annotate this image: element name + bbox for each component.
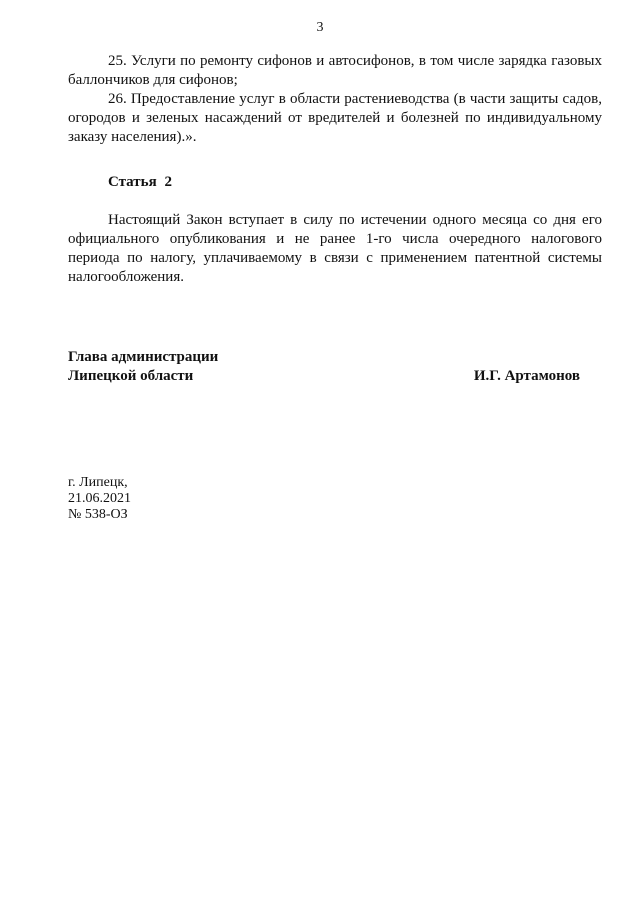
date: 21.06.2021 [68, 491, 131, 506]
article-heading: Статья 2 [108, 174, 172, 190]
place-date-block [68, 475, 131, 523]
article-body [68, 211, 602, 287]
item-25: 25. Услуги по ремонту сифонов и автосифонов, в том числе зарядка газовых баллончиков для сифонов; [68, 53, 602, 88]
article-paragraph: Настоящий Закон вступает в силу по истечении одного месяца со дня его официального опубликования и не ранее 1-го числа очередного налогового периода по налогу, уплачиваемому в связи с применением патентной системы налогообложения. [68, 212, 602, 285]
law-number: № 538-ОЗ [68, 507, 128, 522]
item-26: 26. Предоставление услуг в области растениеводства (в части защиты садов, огородов и зеленых насаждений от вредителей и болезней по индивидуальному заказу населения).». [68, 91, 602, 145]
signatory-position-line1: Глава администрации [68, 349, 219, 365]
place: г. Липецк, [68, 475, 128, 490]
signatory-position-line2: Липецкой области [68, 368, 194, 384]
page-number: 3 [316, 20, 324, 35]
signatory-name: И.Г. Артамонов [473, 368, 580, 384]
amendment-items [68, 52, 602, 147]
signature-block [68, 348, 580, 386]
